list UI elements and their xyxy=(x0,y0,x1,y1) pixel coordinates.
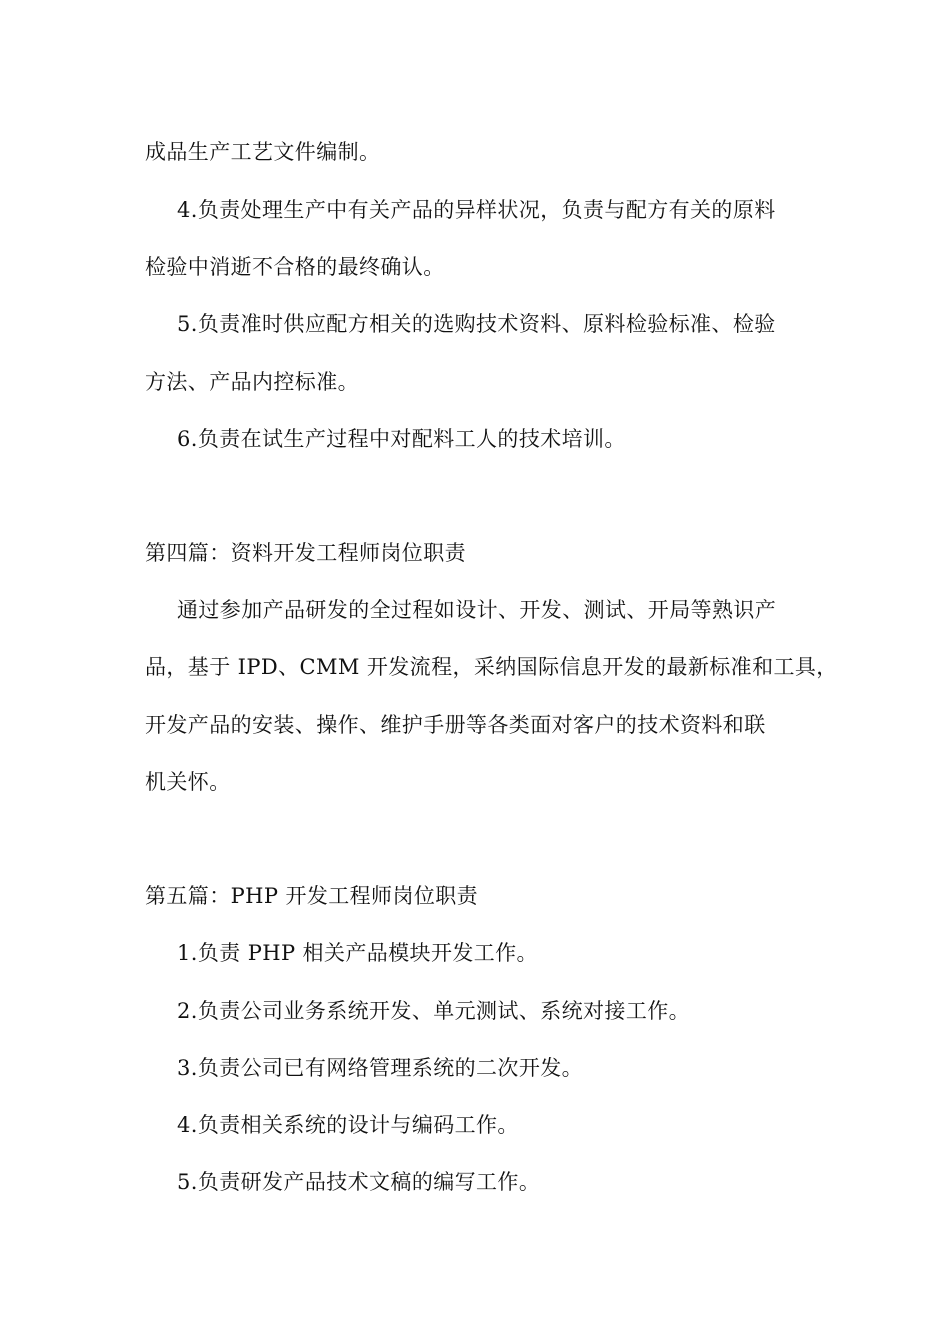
list-item-4b: 4.负责相关系统的设计与编码工作。 xyxy=(177,1113,519,1137)
list-item-3: 3.负责公司已有网络管理系统的二次开发。 xyxy=(177,1056,584,1080)
list-item-5: 5.负责准时供应配方相关的选购技术资料、原料检验标准、检验 xyxy=(177,312,776,336)
paragraph-line: 开发产品的安装、操作、维护手册等各类面对客户的技术资料和联 xyxy=(145,713,766,737)
list-item-1: 1.负责 PHP 相关产品模块开发工作。 xyxy=(177,941,538,965)
paragraph-line: 品，基于 IPD、CMM 开发流程，采纳国际信息开发的最新标准和工具， xyxy=(145,655,838,679)
paragraph-line: 检验中消逝不合格的最终确认。 xyxy=(145,255,445,279)
list-item-2: 2.负责公司业务系统开发、单元测试、系统对接工作。 xyxy=(177,999,691,1023)
list-item-4: 4.负责处理生产中有关产品的异样状况，负责与配方有关的原料 xyxy=(177,198,776,222)
paragraph-line: 成品生产工艺文件编制。 xyxy=(145,140,381,164)
paragraph-line: 方法、产品内控标准。 xyxy=(145,370,359,394)
section-heading-5: 第五篇：PHP 开发工程师岗位职责 xyxy=(145,884,479,908)
paragraph-line: 通过参加产品研发的全过程如设计、开发、测试、开局等熟识产 xyxy=(177,598,777,622)
paragraph-line: 机关怀。 xyxy=(145,770,231,794)
list-item-6: 6.负责在试生产过程中对配料工人的技术培训。 xyxy=(177,427,626,451)
section-heading-4: 第四篇：资料开发工程师岗位职责 xyxy=(145,541,466,565)
list-item-5b: 5.负责研发产品技术文稿的编写工作。 xyxy=(177,1170,541,1194)
